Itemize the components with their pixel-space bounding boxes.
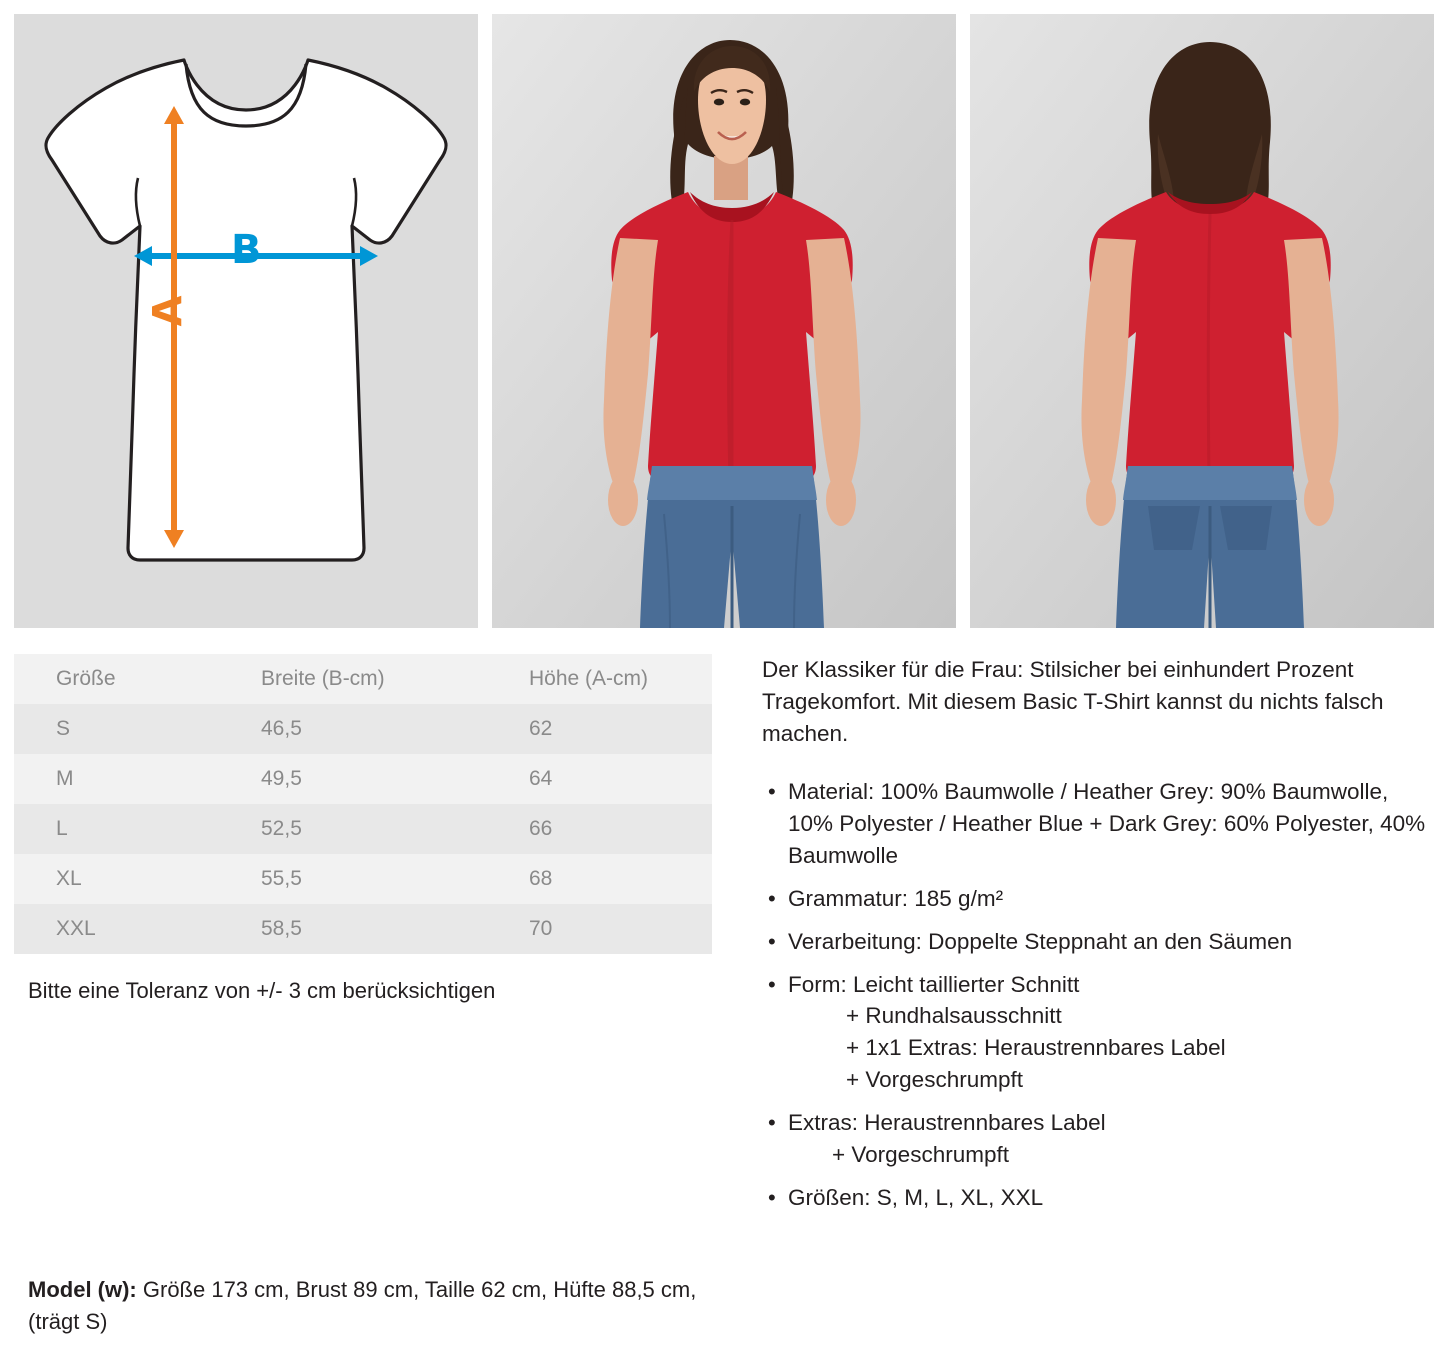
cell-height: 66 <box>529 817 553 840</box>
cell-size: L <box>56 817 68 840</box>
tolerance-note: Bitte eine Toleranz von +/- 3 cm berücksichtigen <box>28 978 496 1003</box>
cell-width: 58,5 <box>261 917 302 940</box>
spec-item-form <box>762 969 1428 1097</box>
cell-height: 68 <box>529 867 553 890</box>
spec-text: Material: 100% Baumwolle / Heather Grey: 90% Baumwolle, 10% Polyester / Heather Blue + Dark Grey: 60% Polyester, 40% Baumwolle <box>788 778 1426 868</box>
col-header-height: Höhe (A-cm) <box>487 654 712 704</box>
col-header-width: Breite (B-cm) <box>219 654 487 704</box>
table-header-row <box>14 654 712 704</box>
spec-text: Verarbeitung: Doppelte Steppnaht an den Säumen <box>788 928 1293 954</box>
shirt-outline-svg <box>14 14 478 628</box>
cell-size: XL <box>56 867 82 890</box>
table-row <box>14 854 712 904</box>
spec-list <box>762 776 1428 1214</box>
spec-text: Grammatur: 185 g/m² <box>788 885 1004 911</box>
model-photo-front <box>492 14 956 628</box>
left-column <box>14 654 726 1334</box>
model-back-illustration <box>970 14 1434 628</box>
cell-size: S <box>56 717 71 740</box>
model-label: Model (w): <box>28 1277 137 1302</box>
size-table <box>14 654 712 954</box>
spec-item-weight <box>762 883 1428 915</box>
dimension-label-b: B <box>231 227 262 273</box>
cell-width: 55,5 <box>261 867 302 890</box>
cell-height: 70 <box>529 917 553 940</box>
cell-size: M <box>56 767 74 790</box>
model-front-illustration <box>492 14 956 628</box>
shirt-schematic-card <box>14 14 478 628</box>
cell-width: 46,5 <box>261 717 302 740</box>
spec-subitem: + 1x1 Extras: Heraustrennbares Label <box>846 1035 1226 1061</box>
spec-item-extras <box>762 1107 1428 1171</box>
spec-subitem: + Vorgeschrumpft <box>832 1142 1009 1168</box>
spec-subitem: + Rundhalsausschnitt <box>846 1003 1062 1029</box>
cell-height: 62 <box>529 717 553 740</box>
spec-subitem: + Vorgeschrumpft <box>846 1067 1023 1093</box>
cell-size: XXL <box>56 917 96 940</box>
image-row <box>0 0 1442 628</box>
cell-width: 49,5 <box>261 767 302 790</box>
table-row <box>14 704 712 754</box>
product-intro: Der Klassiker für die Frau: Stilsicher bei einhundert Prozent Tragekomfort. Mit diesem Basic T-Shirt kannst du nichts falsch machen. <box>762 657 1384 746</box>
table-row <box>14 804 712 854</box>
spec-text: Größen: S, M, L, XL, XXL <box>788 1185 1044 1211</box>
right-column <box>726 654 1428 1225</box>
spec-item-sizes <box>762 1182 1428 1214</box>
spec-text: Form: Leicht taillierter Schnitt <box>788 971 1080 997</box>
details-row <box>0 628 1442 1334</box>
dimension-label-a: A <box>145 295 192 327</box>
spec-item-material <box>762 776 1428 872</box>
cell-height: 64 <box>529 767 553 790</box>
table-row <box>14 754 712 804</box>
model-photo-back <box>970 14 1434 628</box>
col-header-size: Größe <box>14 654 219 704</box>
model-info <box>28 1274 718 1338</box>
spec-text: Extras: Heraustrennbares Label <box>788 1110 1106 1136</box>
cell-width: 52,5 <box>261 817 302 840</box>
model-details: Größe 173 cm, Brust 89 cm, Taille 62 cm, Hüfte 88,5 cm, (trägt S) <box>28 1277 697 1334</box>
spec-item-construction <box>762 926 1428 958</box>
table-row <box>14 904 712 954</box>
